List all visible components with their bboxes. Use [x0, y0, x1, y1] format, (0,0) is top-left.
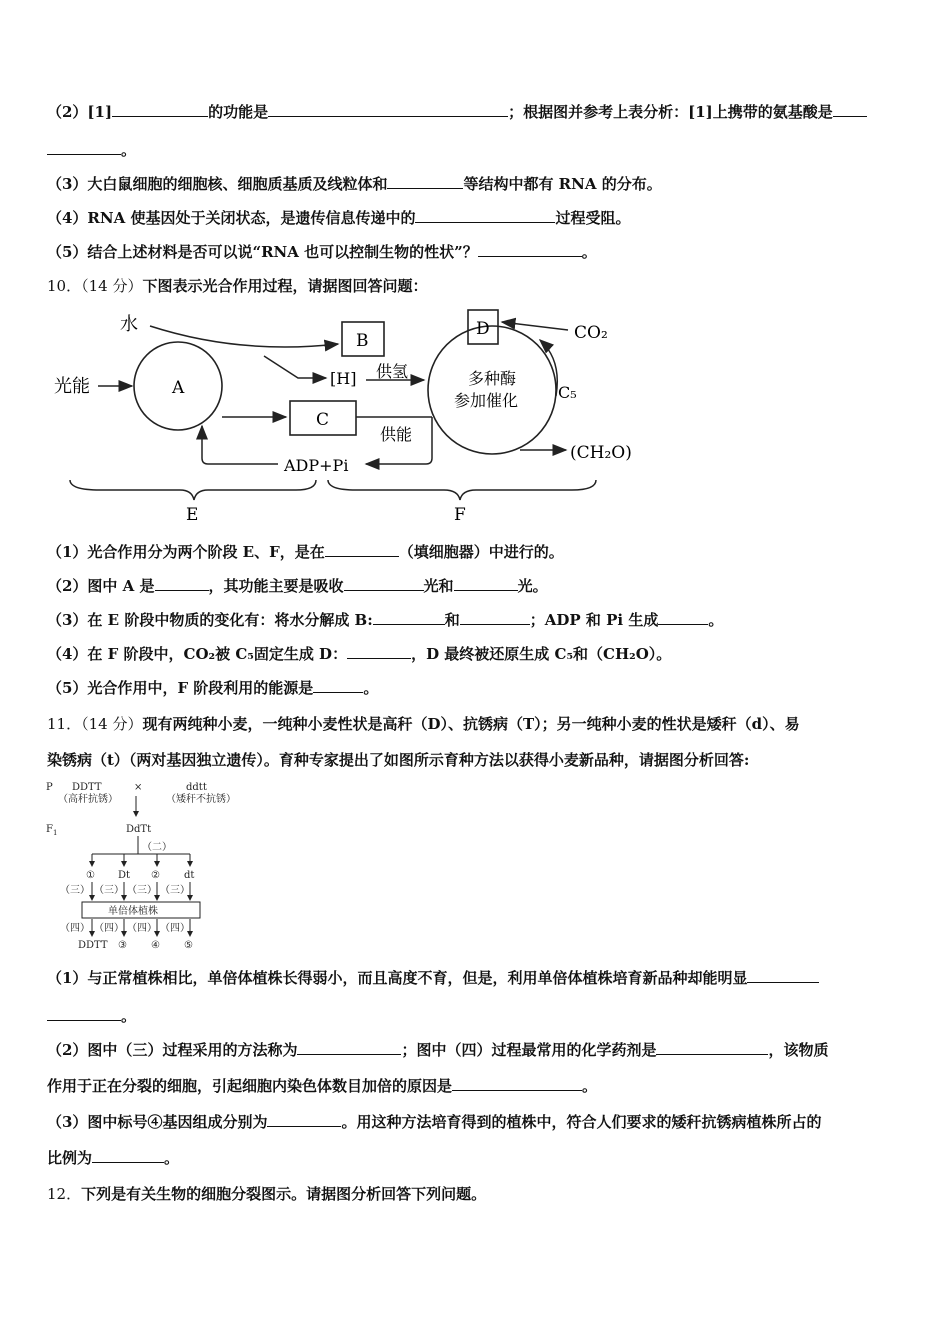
enzyme-label-1: 多种酶 [468, 369, 517, 388]
parent1-genotype: DDTT [72, 782, 102, 793]
blank[interactable] [454, 576, 518, 591]
cross-symbol: × [134, 782, 143, 793]
q9-line-5 [47, 242, 597, 262]
blank[interactable] [478, 242, 582, 257]
q12-number: 12． [47, 1185, 82, 1203]
gamete-3: ② [151, 870, 160, 881]
q9-l2d: 。 [121, 141, 137, 159]
q10-p3b: 和 [444, 611, 460, 629]
brace-e-label: E [186, 505, 199, 525]
cycle-arrow [540, 340, 557, 396]
result-3: ④ [151, 940, 160, 951]
step3-label-2: （三） [94, 885, 124, 896]
breeding-diagram [40, 776, 270, 956]
q10-p4a: （4）在 F 阶段中，CO₂被 C₅固定生成 D： [47, 645, 348, 663]
node-d-label: D [476, 319, 490, 339]
q9-l4a: （4）RNA 使基因处于关闭状态，是遗传信息传递中的 [47, 209, 416, 227]
brace-e [70, 480, 316, 500]
q10-p1b: （填细胞器）中进行的。 [398, 543, 564, 561]
q10-p2c: 光和 [423, 577, 454, 595]
q10-p5a: （5）光合作用中，F 阶段利用的能源是 [47, 679, 314, 697]
haploid-label: 单倍体植株 [108, 906, 158, 917]
q10-p3a: （3）在 E 阶段中物质的变化有：将水分解成 B: [47, 611, 373, 629]
f1-subscript: 1 [53, 829, 58, 837]
q11-p2c: ，该物质 [768, 1041, 829, 1059]
blank[interactable] [373, 610, 445, 625]
q10-p2 [47, 576, 548, 596]
blank[interactable] [267, 1112, 341, 1127]
gongqing-label: 供氢 [376, 362, 409, 381]
q10-p2b: ，其功能主要是吸收 [208, 577, 344, 595]
q11-stem-text-2: 染锈病（t）（两对基因独立遗传）。育种专家提出了如图所示育种方法以获得小麦新品种，请据图分析回答: [47, 751, 750, 769]
result-1: DDTT [78, 940, 108, 951]
q11-p2 [47, 1040, 828, 1060]
q10-p4b: ，D 最终被还原生成 C₅和（CH₂O）。 [411, 645, 672, 663]
blank[interactable] [47, 140, 121, 155]
blank[interactable] [155, 576, 209, 591]
f1-label: F [46, 824, 53, 835]
q9-l5b: 。 [581, 243, 597, 261]
q11-p2-cont [47, 1076, 597, 1096]
step4-label-2: （四） [94, 923, 124, 934]
q11-p3b: 。用这种方法培育得到的植株中，符合人们要求的矮秆抗锈病植株所占的 [341, 1113, 822, 1131]
blank[interactable] [452, 1076, 582, 1091]
blank[interactable] [747, 968, 819, 983]
p-label: P [46, 782, 53, 793]
q12-stem-text: 下列是有关生物的细胞分裂图示。请据图分析回答下列问题。 [81, 1185, 487, 1203]
blank[interactable] [112, 102, 208, 117]
q9-l3b: 等结构中都有 RNA 的分布。 [463, 175, 662, 193]
q11-p2a: （2）图中（三）过程采用的方法称为 [47, 1041, 298, 1059]
step3-label-1: （三） [60, 885, 90, 896]
blank[interactable] [344, 576, 424, 591]
gongneng-label: 供能 [380, 425, 413, 444]
light-label: 光能 [54, 376, 90, 397]
parent2-genotype: ddtt [186, 782, 207, 793]
q11-number: 11． [47, 715, 82, 733]
q11-p1a: （1）与正常植株相比，单倍体植株长得弱小，而且高度不育，但是，利用单倍体植株培育新品种却能明显 [47, 969, 748, 987]
q10-p2a: （2）图中 A 是 [47, 577, 155, 595]
q10-p4 [47, 644, 671, 664]
step4-label-3: （四） [127, 923, 157, 934]
q10-p2d: 光。 [517, 577, 548, 595]
q10-p3d: 。 [708, 611, 724, 629]
q11-p3-cont [47, 1148, 179, 1168]
q9-l5a: （5）结合上述材料是否可以说“RNA 也可以控制生物的性状”？ [47, 243, 478, 261]
q9-l2b: 的功能是 [208, 103, 269, 121]
a-to-h-arrow [264, 356, 326, 378]
q11-p2b: ；图中（四）过程最常用的化学药剂是 [401, 1041, 657, 1059]
enzyme-label-2: 参加催化 [454, 391, 519, 410]
h-label: [H] [330, 369, 357, 388]
ch2o-label: (CH₂O) [570, 443, 632, 463]
q11-p1b: 。 [121, 1007, 137, 1025]
q12-stem [47, 1184, 486, 1204]
q10-stem-text: 下图表示光合作用过程，请据图回答问题： [142, 277, 428, 295]
blank[interactable] [460, 610, 530, 625]
c5-label: C₅ [558, 383, 577, 402]
q11-p2e: 。 [582, 1077, 598, 1095]
q9-line-2 [47, 102, 867, 122]
brace-f-label: F [454, 505, 466, 525]
q11-p1 [47, 968, 819, 988]
gamete-2: Dt [118, 870, 131, 881]
q10-p1a: （1）光合作用分为两个阶段 E、F，是在 [47, 543, 325, 561]
node-b-label: B [356, 331, 369, 351]
blank[interactable] [833, 102, 867, 117]
q10-score: （14 分） [81, 277, 143, 295]
q11-p1-cont [47, 1006, 136, 1026]
result-2: ③ [118, 940, 127, 951]
blank[interactable] [92, 1148, 164, 1163]
water-to-b-arrow [150, 326, 338, 347]
adp-return [202, 426, 278, 464]
blank[interactable] [325, 542, 399, 557]
node-c-label: C [316, 410, 330, 430]
step4-label-4: （四） [160, 923, 190, 934]
brace-f [328, 480, 596, 500]
q9-l4b: 过程受阻。 [555, 209, 631, 227]
q10-number: 10． [47, 277, 82, 295]
step4-label-1: （四） [60, 923, 90, 934]
q11-p2d: 作用于正在分裂的细胞，引起细胞内染色体数目加倍的原因是 [47, 1077, 453, 1095]
q10-p3c: ；ADP 和 Pi 生成 [529, 611, 659, 629]
q9-line-4 [47, 208, 631, 228]
blank[interactable] [268, 102, 508, 117]
adp-label: ADP+Pi [284, 456, 349, 475]
blank[interactable] [47, 1006, 121, 1021]
q11-stem-1 [47, 714, 800, 734]
blank[interactable] [415, 208, 555, 223]
node-a-label: A [172, 378, 185, 398]
enzyme-cycle-circle [428, 326, 556, 454]
blank[interactable] [347, 644, 411, 659]
gamete-4: dt [184, 870, 195, 881]
blank[interactable] [658, 610, 708, 625]
gamete-1: ① [86, 870, 95, 881]
q9-l2a: （2）[1] [47, 103, 113, 121]
q10-p5b: 。 [363, 679, 379, 697]
step2-label: （二） [142, 842, 172, 853]
photosynthesis-diagram [40, 300, 660, 530]
parent2-desc: （矮秆不抗锈） [166, 794, 236, 805]
q10-p3 [47, 610, 723, 630]
f1-genotype: DdTt [126, 824, 152, 835]
step3-label-3: （三） [127, 885, 157, 896]
blank[interactable] [656, 1040, 768, 1055]
q10-p1 [47, 542, 564, 562]
q11-stem-text-1: 现有两纯种小麦，一纯种小麦性状是高秆（D）、抗锈病（T）；另一纯种小麦的性状是矮秆（d）、易 [142, 715, 800, 733]
q11-stem-2 [47, 750, 749, 770]
q9-l3a: （3）大白鼠细胞的细胞核、细胞质基质及线粒体和 [47, 175, 388, 193]
water-label: 水 [120, 314, 138, 335]
q10-stem [47, 276, 427, 296]
co2-label: CO₂ [574, 323, 608, 343]
q11-score: （14 分） [81, 715, 143, 733]
q11-p3a: （3）图中标号④基因组成分别为 [47, 1113, 268, 1131]
result-4: ⑤ [184, 940, 193, 951]
q9-line-3 [47, 174, 662, 194]
q9-line-2-cont [47, 140, 136, 160]
q11-p3d: 。 [164, 1149, 180, 1167]
q11-p3 [47, 1112, 821, 1132]
step3-label-4: （三） [160, 885, 190, 896]
blank[interactable] [387, 174, 463, 189]
q9-l2c: ；根据图并参考上表分析：[1]上携带的氨基酸是 [508, 103, 833, 121]
q10-p5 [47, 678, 378, 698]
blank[interactable] [313, 678, 363, 693]
q11-p3c: 比例为 [47, 1149, 93, 1167]
parent1-desc: （高秆抗锈） [58, 794, 118, 805]
blank[interactable] [297, 1040, 401, 1055]
